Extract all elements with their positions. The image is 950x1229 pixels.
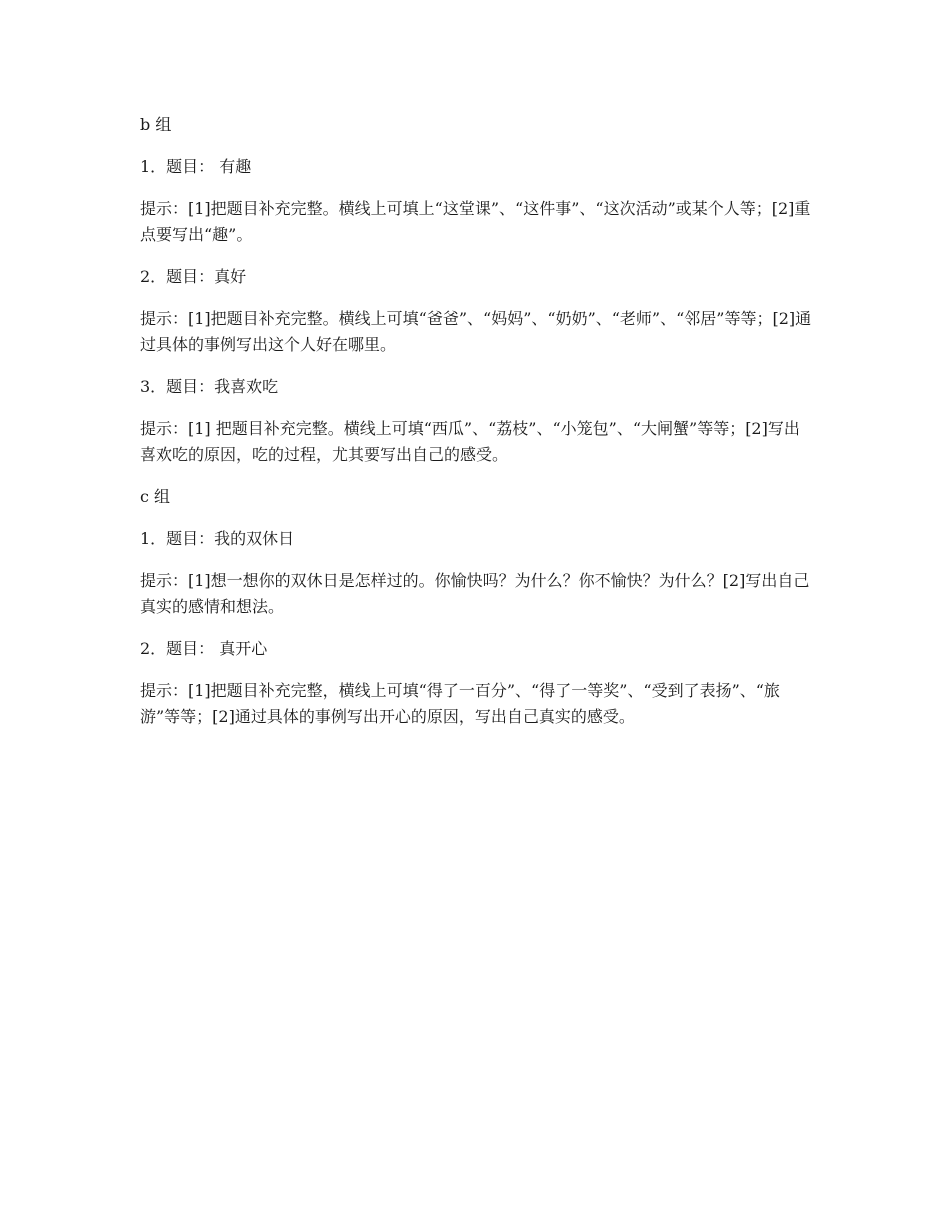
prompt-title-c2: 2．题目： 真开心 bbox=[140, 639, 268, 658]
prompt-hint-c1: 提示：[1]想一想你的双休日是怎样过的。你愉快吗？为什么？你不愉快？为什么？[2]写出自己真实的感情和想法。 bbox=[140, 571, 810, 616]
prompt-hint-c2: 提示：[1]把题目补充完整，横线上可填“得了一百分”、“得了一等奖”、“受到了表扬”、“旅游”等等；[2]通过具体的事例写出开心的原因，写出自己真实的感受。 bbox=[140, 681, 780, 726]
section-heading-b: b 组 bbox=[140, 115, 172, 134]
prompt-hint-b2: 提示：[1]把题目补充完整。横线上可填“爸爸”、“妈妈”、“奶奶”、“老师”、“邻居”等等；[2]通过具体的事例写出这个人好在哪里。 bbox=[140, 309, 812, 354]
document-page bbox=[140, 112, 815, 746]
prompt-hint-b1: 提示：[1]把题目补充完整。横线上可填上“这堂课”、“这件事”、“这次活动”或某个人等；[2]重点要写出“趣”。 bbox=[140, 199, 811, 244]
prompt-title-b1: 1．题目： 有趣 bbox=[140, 157, 252, 176]
prompt-title-b3: 3．题目：我喜欢吃 bbox=[140, 377, 279, 396]
prompt-title-b2: 2．题目：真好 bbox=[140, 267, 247, 286]
section-heading-c: c 组 bbox=[140, 487, 171, 506]
prompt-title-c1: 1．题目：我的双休日 bbox=[140, 529, 295, 548]
prompt-hint-b3: 提示：[1] 把题目补充完整。横线上可填“西瓜”、“荔枝”、“小笼包”、“大闸蟹”等等；[2]写出喜欢吃的原因，吃的过程，尤其要写出自己的感受。 bbox=[140, 419, 800, 464]
